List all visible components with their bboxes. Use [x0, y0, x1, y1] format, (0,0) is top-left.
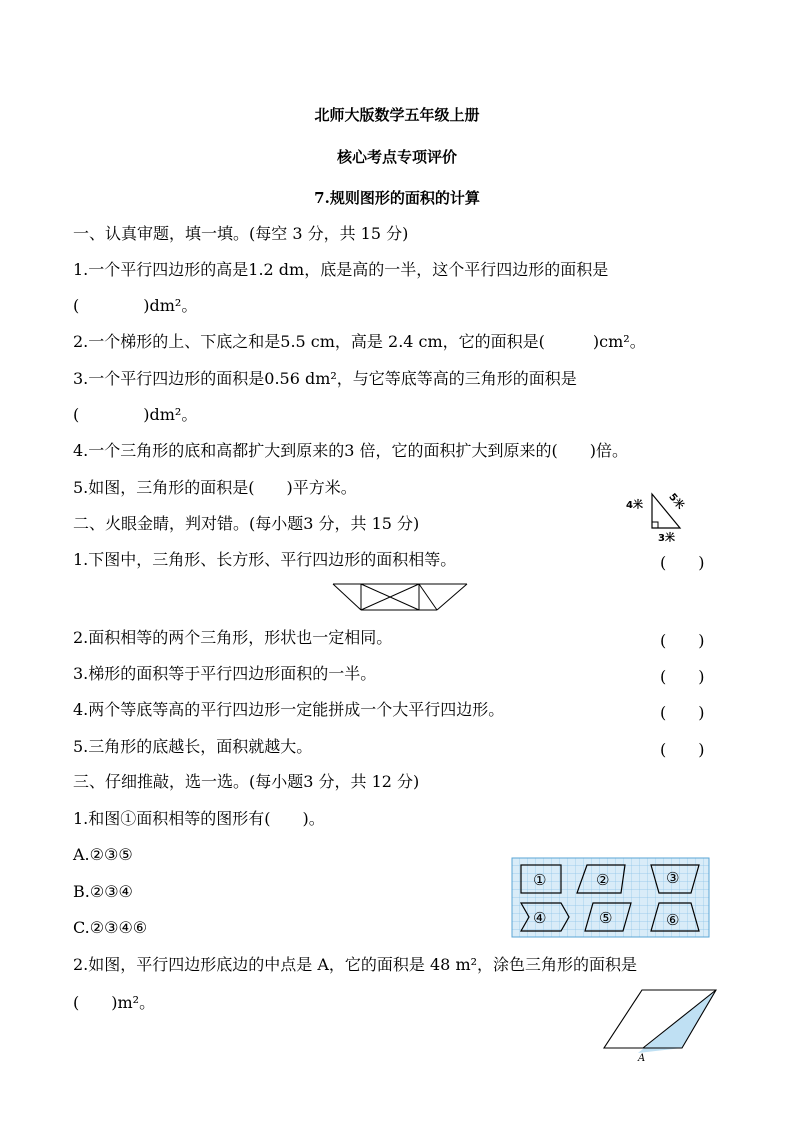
option-c[interactable]: C.②③④⑥: [73, 918, 148, 937]
s3-question-2-line1: 2.如图，平行四边形底边的中点是 A，它的面积是 48 m²，涂色三角形的面积是: [73, 955, 638, 974]
answer-bracket-1[interactable]: ( ): [660, 553, 705, 572]
answer-bracket-5[interactable]: ( ): [660, 740, 705, 759]
option-b[interactable]: B.②③④: [73, 882, 133, 901]
s1-question-1-line2: ( )dm²。: [73, 296, 198, 315]
s2-item-5: 5.三角形的底越长，面积就越大。: [73, 737, 313, 756]
s3-question-1: 1.和图①面积相等的图形有( )。: [73, 809, 325, 828]
answer-bracket-4[interactable]: ( ): [660, 703, 705, 722]
midpoint-label: A: [638, 1053, 646, 1064]
s2-item-2: 2.面积相等的两个三角形，形状也一定相同。: [73, 628, 393, 647]
grid-label-4: ④: [533, 909, 547, 927]
right-triangle-figure: [622, 488, 696, 546]
s1-question-2: 2.一个梯形的上、下底之和是5.5 cm，高是 2.4 cm，它的面积是( )cm²。: [73, 332, 646, 351]
right-angle-mark: [652, 522, 658, 528]
s3-question-2-line2: ( )m²。: [73, 993, 156, 1012]
s2-item-3: 3.梯形的面积等于平行四边形面积的一半。: [73, 664, 377, 683]
section1-heading: 一、认真审题，填一填。(每空 3 分，共 15 分): [73, 224, 409, 243]
unit-title: 核心考点专项评价: [336, 148, 457, 166]
section2-heading: 二、火眼金睛，判对错。(每小题3 分，共 15 分): [73, 514, 420, 533]
s1-question-5: 5.如图，三角形的面积是( )平方米。: [73, 478, 357, 497]
section3-heading: 三、仔细推敲，选一选。(每小题3 分，共 12 分): [73, 772, 420, 791]
height-label: 4米: [626, 500, 643, 511]
s1-question-3-line1: 3.一个平行四边形的面积是0.56 dm²，与它等底等高的三角形的面积是: [73, 369, 577, 388]
lesson-title: 7.规则图形的面积的计算: [314, 189, 480, 207]
grid-shapes-figure: [511, 857, 711, 939]
s2-item-1: 1.下图中，三角形、长方形、平行四边形的面积相等。: [73, 550, 457, 569]
s1-question-1-line1: 1.一个平行四边形的高是1.2 dm，底是高的一半，这个平行四边形的面积是: [73, 260, 609, 279]
answer-bracket-2[interactable]: ( ): [660, 631, 705, 650]
s2-item-4: 4.两个等底等高的平行四边形一定能拼成一个大平行四边形。: [73, 700, 505, 719]
grid-label-3: ③: [666, 869, 680, 887]
grid-label-6: ⑥: [666, 911, 680, 929]
shapes-comparison-figure: [325, 580, 473, 614]
grid-label-1: ①: [533, 871, 547, 889]
parallelogram-figure: [598, 985, 724, 1065]
option-a[interactable]: A.②③⑤: [73, 845, 133, 864]
base-label: 3米: [658, 533, 675, 544]
grid-label-5: ⑤: [599, 909, 613, 927]
s1-question-3-line2: ( )dm²。: [73, 405, 198, 424]
grid-label-2: ②: [596, 871, 610, 889]
s1-question-4: 4.一个三角形的底和高都扩大到原来的3 倍，它的面积扩大到原来的( )倍。: [73, 441, 629, 460]
hypotenuse-label: 5米: [666, 491, 686, 512]
book-title: 北师大版数学五年级上册: [314, 106, 480, 124]
answer-bracket-3[interactable]: ( ): [660, 667, 705, 686]
